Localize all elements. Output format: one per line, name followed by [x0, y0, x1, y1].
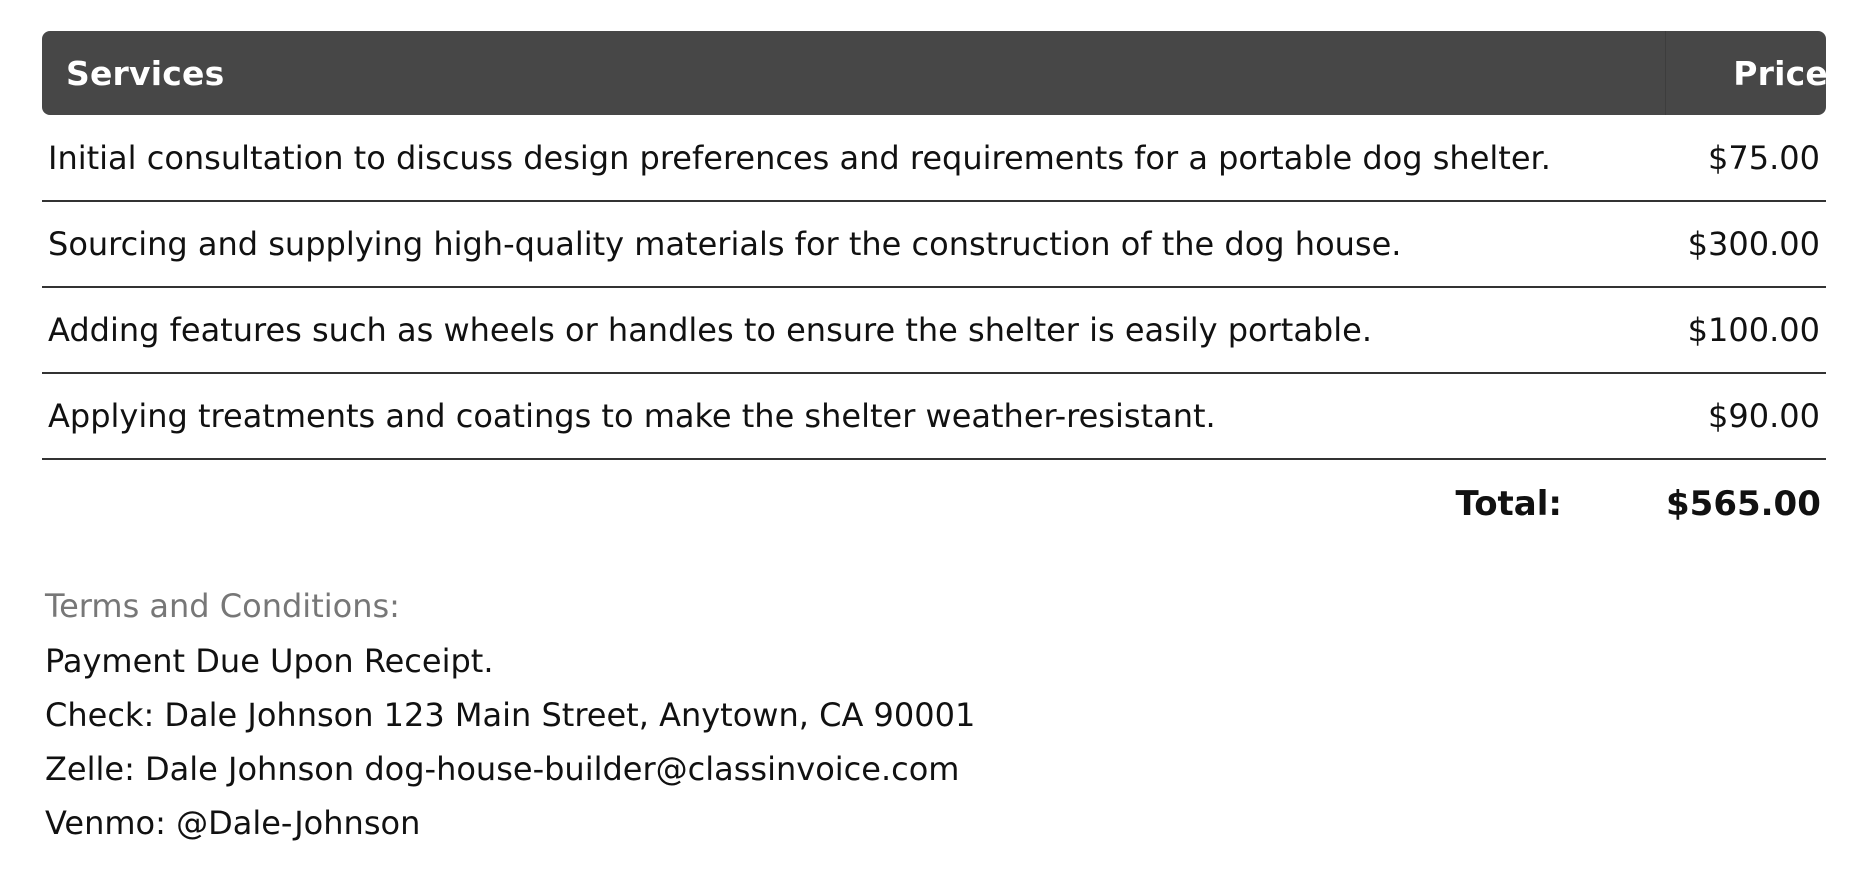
venmo-payment-line: Venmo: @Dale-Johnson — [45, 804, 421, 842]
check-payment-line: Check: Dale Johnson 123 Main Street, Anytown, CA 90001 — [45, 696, 976, 734]
table-row — [42, 115, 1826, 201]
terms-heading: Terms and Conditions: — [45, 587, 400, 625]
service-description: Adding features such as wheels or handles to ensure the shelter is easily portable. — [42, 287, 1665, 373]
table-row — [42, 373, 1826, 459]
price-column-header-label: Price — [1733, 53, 1828, 93]
table-row — [42, 287, 1826, 373]
terms-section — [45, 578, 1245, 850]
service-price: $90.00 — [1665, 373, 1826, 459]
service-description: Sourcing and supplying high-quality materials for the construction of the dog house. — [42, 201, 1665, 287]
total-label: Total: — [1455, 484, 1562, 524]
payment-due-line: Payment Due Upon Receipt. — [45, 642, 494, 680]
total-row — [42, 459, 1826, 548]
services-table — [42, 31, 1826, 548]
table-row — [42, 201, 1826, 287]
service-price: $300.00 — [1665, 201, 1826, 287]
service-description: Applying treatments and coatings to make the shelter weather-resistant. — [42, 373, 1665, 459]
total-amount: $565.00 — [1666, 484, 1821, 524]
services-column-header: Services — [42, 31, 1665, 115]
service-description: Initial consultation to discuss design preferences and requirements for a portable dog shelter. — [42, 115, 1665, 201]
service-price: $75.00 — [1665, 115, 1826, 201]
service-price: $100.00 — [1665, 287, 1826, 373]
price-column-header — [1665, 31, 1826, 115]
table-header-row — [42, 31, 1826, 115]
zelle-payment-line: Zelle: Dale Johnson dog-house-builder@classinvoice.com — [45, 750, 960, 788]
